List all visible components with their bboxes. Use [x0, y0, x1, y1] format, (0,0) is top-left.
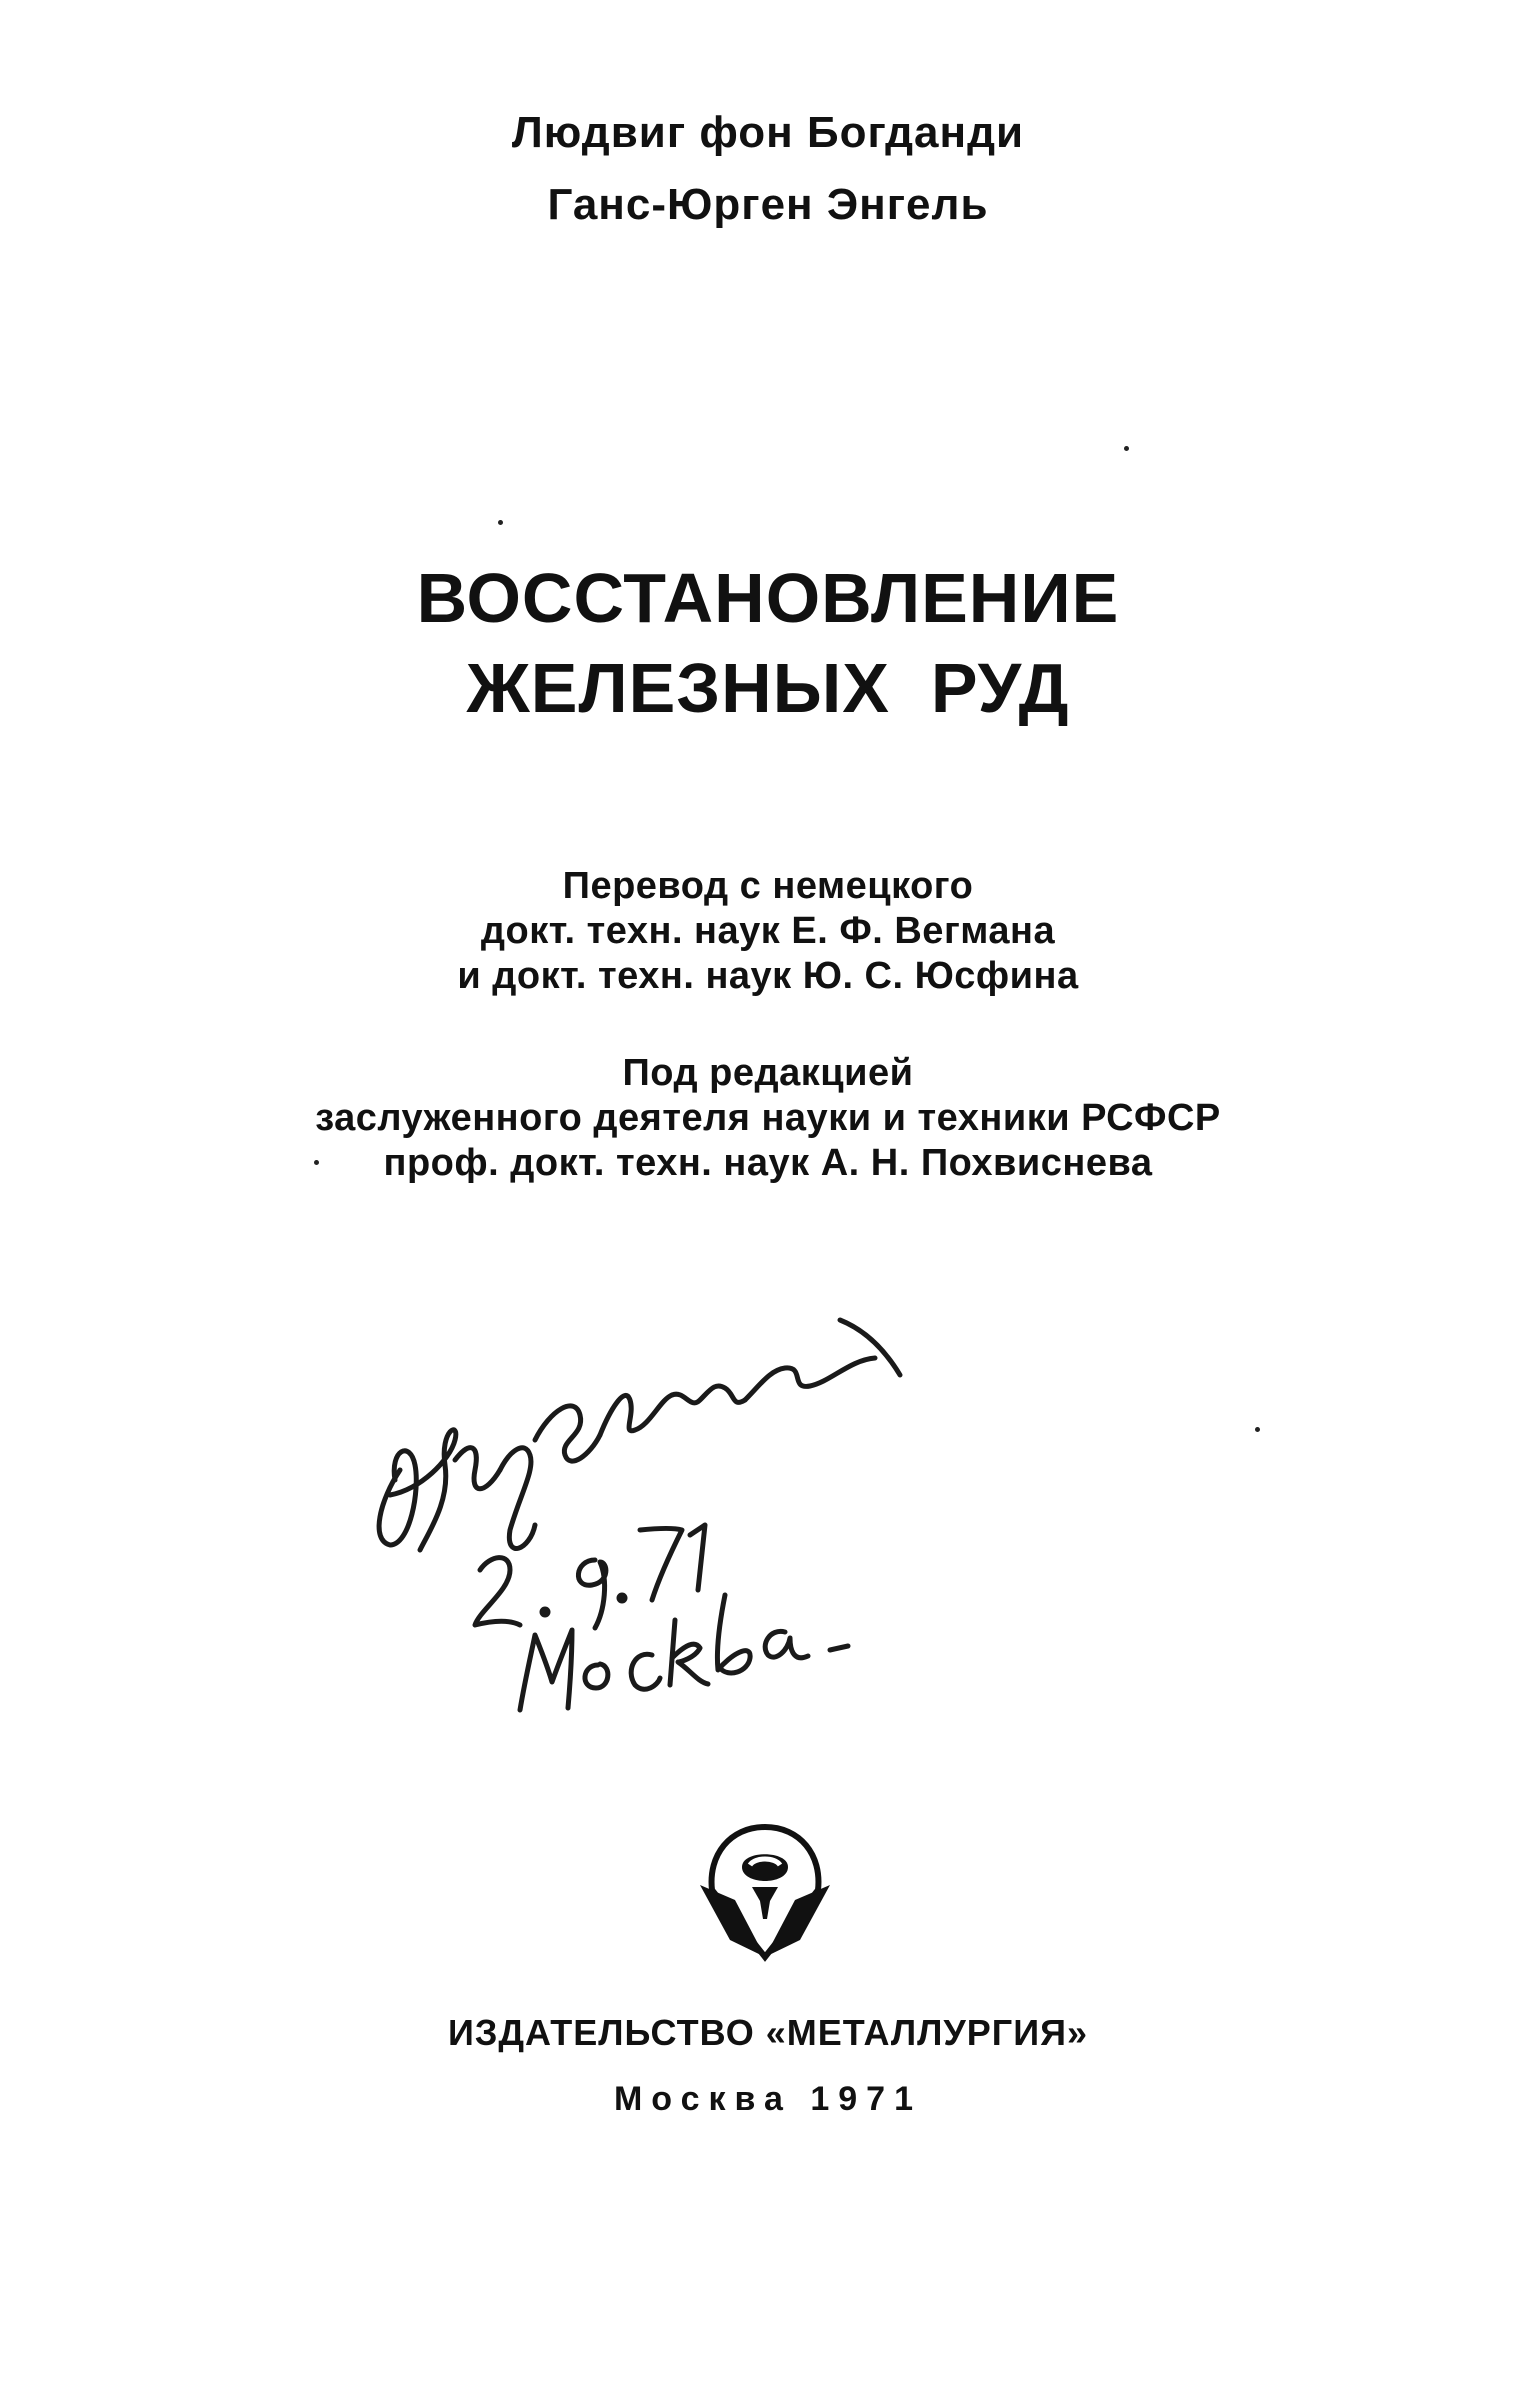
editorship-line-2: заслуженного деятеля науки и техники РСФСР: [315, 1097, 1221, 1139]
editorship-line-3: проф. докт. техн. наук А. Н. Похвиснева: [383, 1142, 1153, 1184]
scan-speck: [1124, 446, 1129, 451]
scan-speck: [498, 520, 503, 525]
city-year: Москва 1971: [613, 2080, 922, 2118]
publisher-name: ИЗДАТЕЛЬСТВО «МЕТАЛЛУРГИЯ»: [447, 2012, 1088, 2053]
editorship-line-1: Под редакцией: [622, 1052, 914, 1094]
author-2: Ганс-Юрген Энгель: [547, 180, 989, 229]
handwritten-inscription: [360, 1290, 920, 1720]
author-1: Людвиг фон Богданди: [511, 108, 1025, 157]
metallurgiya-publisher-logo-icon: [690, 1815, 840, 1965]
scan-speck: [1255, 1427, 1260, 1432]
book-title-line-2: ЖЕЛЕЗНЫХ РУД: [466, 649, 1070, 727]
translation-line-3: и докт. техн. наук Ю. С. Юсфина: [457, 955, 1079, 997]
translation-line-2: докт. техн. наук Е. Ф. Вегмана: [480, 910, 1056, 952]
book-title-line-1: ВОССТАНОВЛЕНИЕ: [416, 559, 1120, 637]
translation-line-1: Перевод с немецкого: [562, 865, 974, 907]
scan-speck: [314, 1160, 319, 1165]
